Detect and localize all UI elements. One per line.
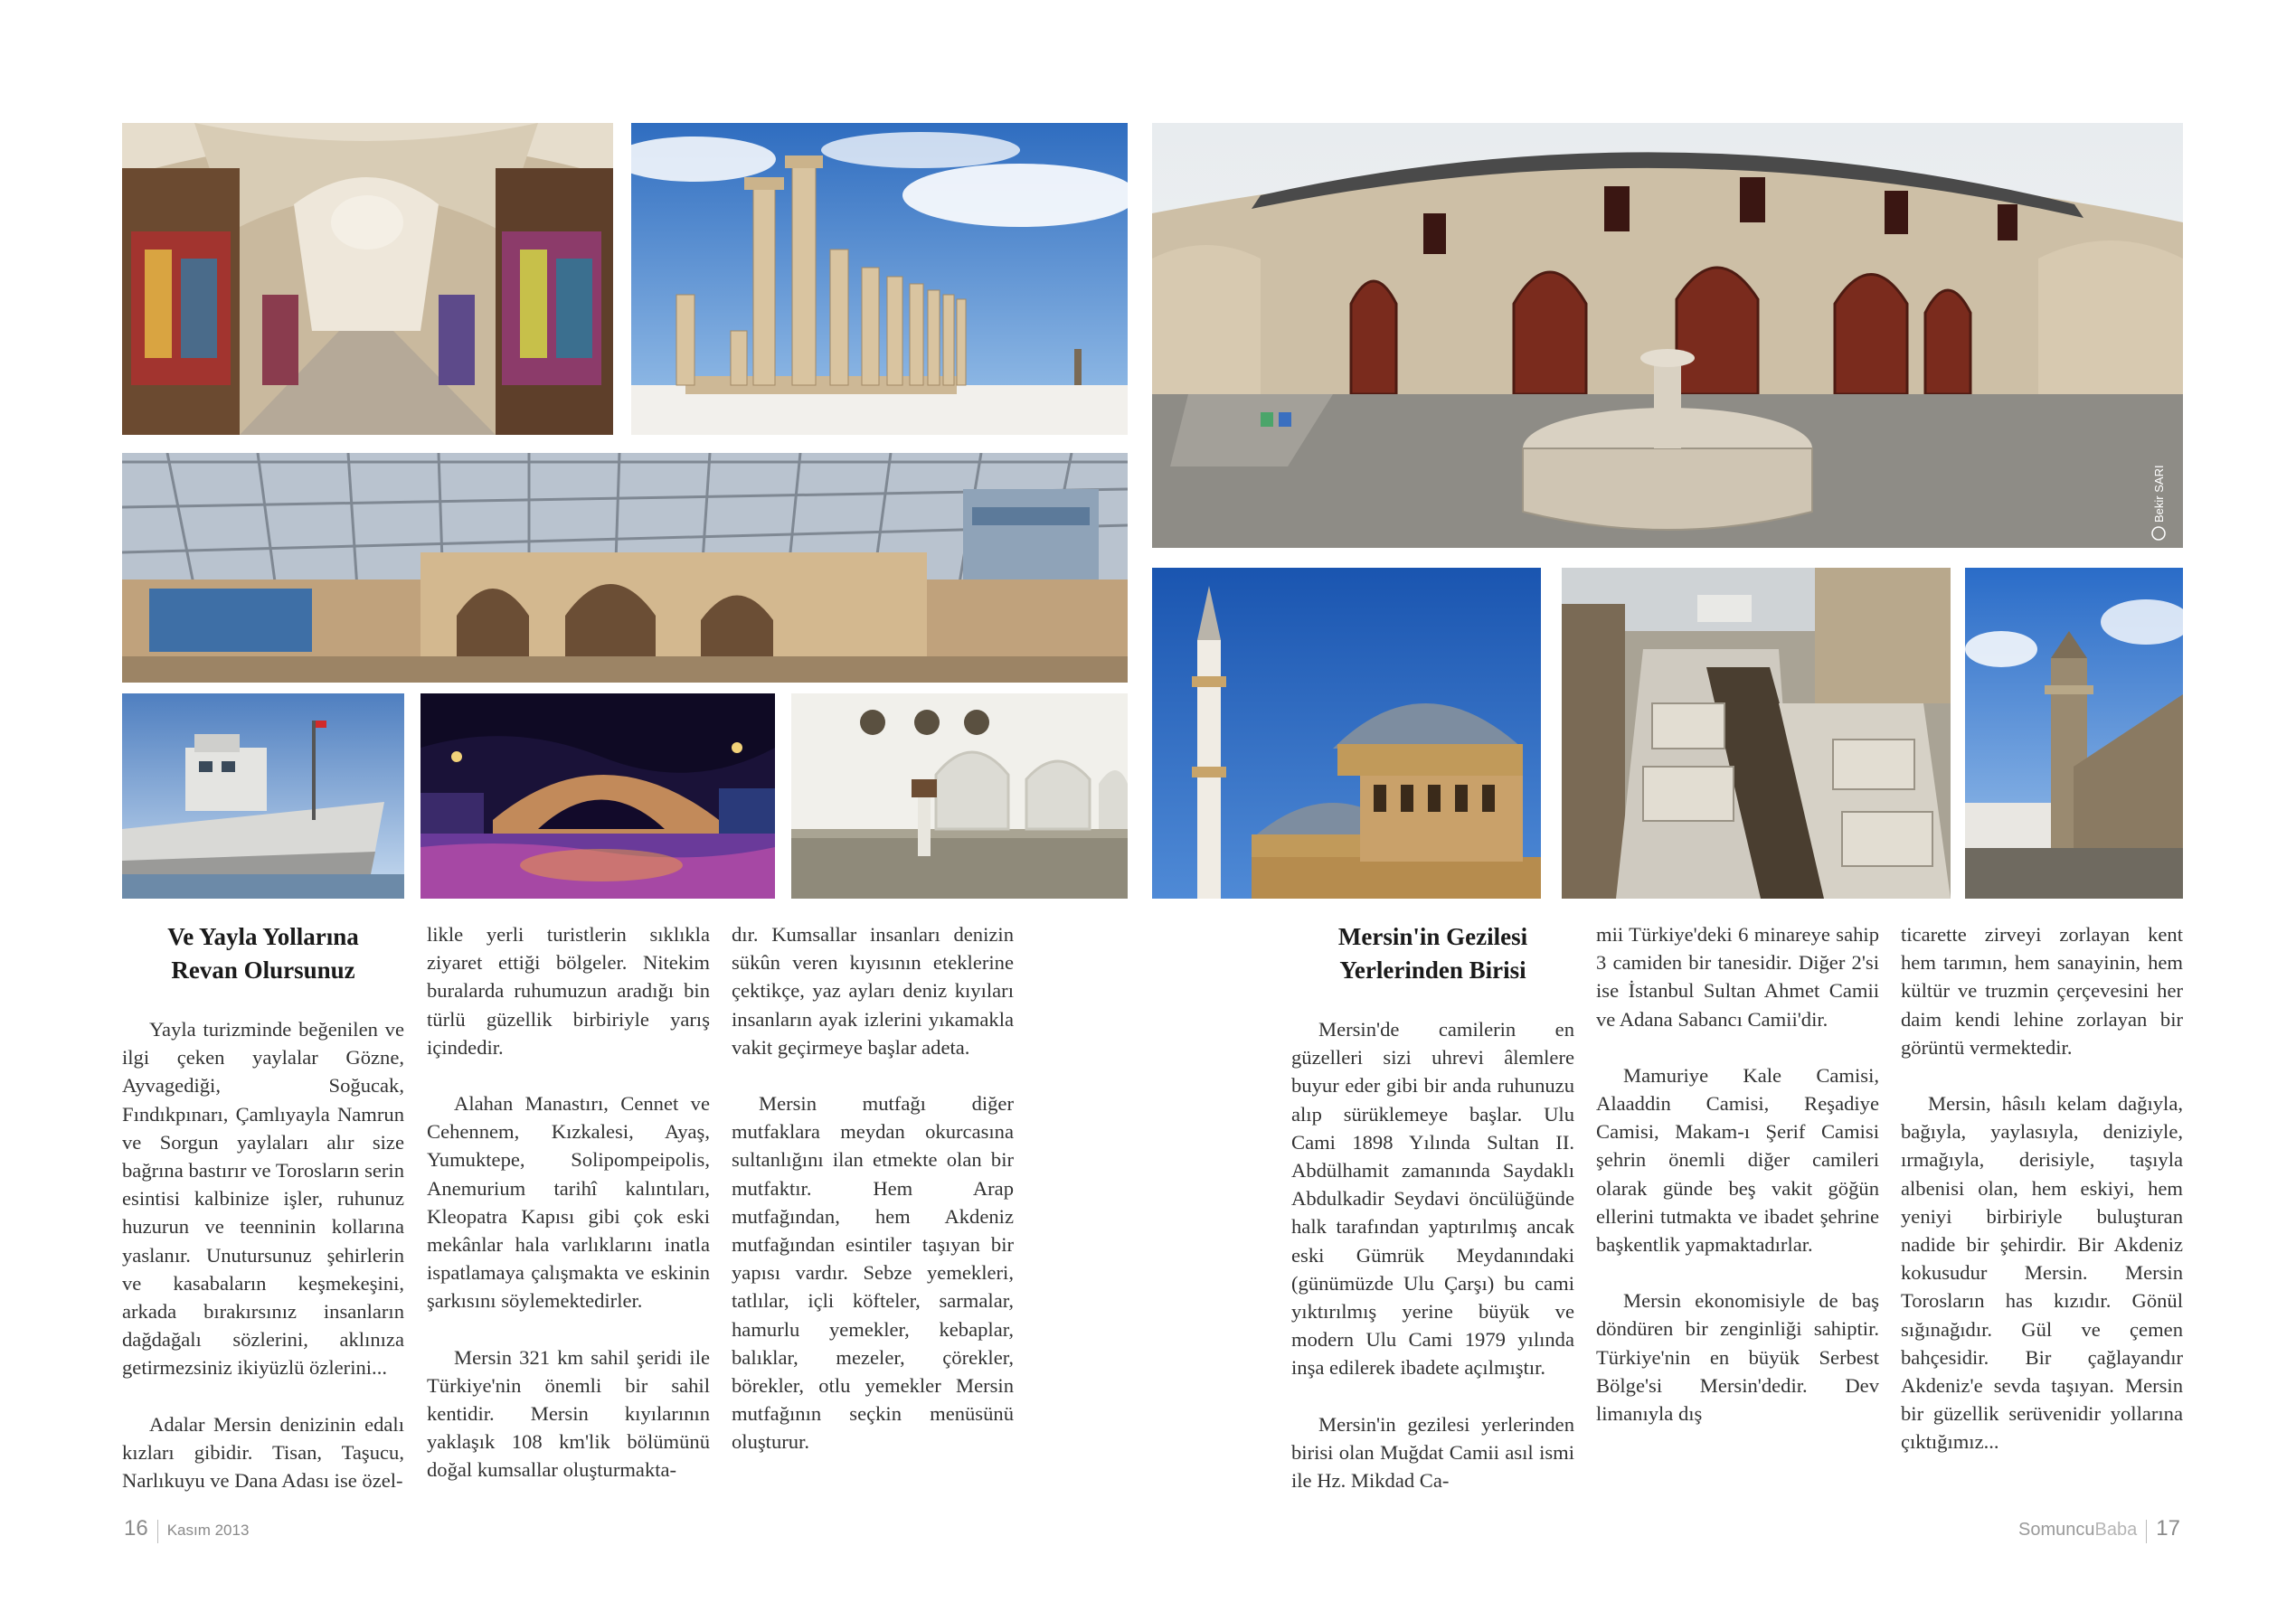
temple-columns-photo <box>631 123 1128 435</box>
night-bridge-photo <box>420 693 775 899</box>
paragraph: Mersin'de camilerin en güzelleri sizi uhrevi âlemlere buyur eder gibi bir anda ruhunuzu alıp sürüklemeye başlar. Ulu Cami 1898 Yılında Sultan II. Abdülhamit zamanında Saydaklı Abdulkadir Seydavi öncülüğünde halk tarafından yaptırılmış ancak eski Gümrük Meydanındaki (günümüzde Ulu Çarşı) bu cami yıktırılmış yerine büyük ve modern Ulu Cami 1979 yılında inşa edilerek ibadete açılmıştır. <box>1291 1018 1574 1380</box>
left-column-3 <box>732 920 1014 1484</box>
ruins-excavation-photo <box>1562 568 1951 899</box>
left-column-2 <box>427 920 710 1512</box>
paragraph: dır. Kumsallar insanları denizin sükûn veren kıyısının eteklerine çektikçe, yaz ayları deniz kıyıları insanların ayak izlerini yıkamakla vakit geçirmeye başlar adeta. <box>732 923 1014 1059</box>
paragraph: Adalar Mersin denizinin edalı kızları gibidir. Tisan, Taşucu, Narlıkuyu ve Dana Adası ise özel- <box>122 1412 404 1493</box>
ship-museum-photo <box>122 693 404 899</box>
footer-divider <box>2146 1520 2147 1543</box>
right-column-3 <box>1901 920 2183 1484</box>
page-number-right: 17 <box>2156 1516 2180 1541</box>
brand-first-word: Somuncu <box>2018 1520 2095 1540</box>
svg-text:Bekir SARI: Bekir SARI <box>2152 465 2166 523</box>
paragraph: ticarette zirveyi zorlayan kent hem tarımın, hem sanayinin, hem kültür ve truzmin çerçevesini her daim kendi lehine zorlayan bir görüntü vermektedir. <box>1901 923 2183 1059</box>
paragraph: Mersin mutfağı diğer mutfaklara meydan okurcasına sultanlığını ilan etmekte olan bir mutfaktır. Hem Arap mutfağından, hem Akdeniz mutfağından esintiler taşıyan bir yapısı vardır. Sebze yemekleri, tatlılar, içli köfteler, sarmalar, hamurlu yemekler, kebaplar, balıklar, mezeler, çörekler, börekler, otlu yemekler Mersin mutfağının seçkin menüsünü oluşturur. <box>732 1092 1014 1454</box>
left-footer <box>124 1516 249 1543</box>
magazine-brand <box>2018 1520 2137 1540</box>
page-number-left: 16 <box>124 1516 148 1541</box>
mosque-interior-photo <box>791 693 1128 899</box>
paragraph: Mamuriye Kale Camisi, Alaaddin Camisi, Reşadiye Camisi, Makam-ı Şerif Camisi şehrin önemli diğer camileri olarak günde beş vakit göğün ellerini tutmakta ve ibadet şehrine başkentlik yapmaktadırlar. <box>1596 1063 1879 1257</box>
paragraph: Mersin 321 km sahil şeridi ile Türkiye'nin önemli bir sahil kentidir. Mersin kıyılarının yaklaşık 108 km'lik bölümünü doğal kumsallar oluşturmakta- <box>427 1345 710 1482</box>
right-column-2 <box>1596 920 1879 1456</box>
paragraph: mii Türkiye'deki 6 minareye sahip 3 camiden bir tanesidir. Diğer 2'si ise İstanbul Sultan Ahmet Camii ve Adana Sabancı Camii'dir. <box>1596 923 1879 1031</box>
paragraph: Alahan Manastırı, Cennet ve Cehennem, Kızkalesi, Ayaş, Yumuktepe, Solipompeipolis, Anemurium tarihî kalıntıları, Kleopatra Kapısı gibi çok eski mekânlar hala varlıklarını inatla ispatlamaya çalışmakta ve eskinin şarkısını söylemektedirler. <box>427 1092 710 1313</box>
paragraph: Mersin'in gezilesi yerlerinden birisi olan Muğdat Camii asıl ismi ile Hz. Mikdad Ca- <box>1291 1412 1574 1493</box>
right-section-title: Mersin'in Gezilesi Yerlerinden Birisi <box>1337 923 1528 984</box>
left-section-title: Ve Yayla Yollarına Revan Olursunuz <box>167 923 359 984</box>
photo-credit <box>2145 452 2172 542</box>
excavation-site-photo <box>122 453 1128 683</box>
stone-minaret-photo <box>1965 568 2183 899</box>
bazaar-photo <box>122 123 613 435</box>
paragraph: likle yerli turistlerin sıklıkla ziyaret ettiği bölgeler. Nitekim buralarda ruhumuzun aradığı bin türlü güzellik birbiriyle yarış içindedir. <box>427 923 710 1059</box>
footer-divider <box>157 1520 158 1543</box>
right-column-1 <box>1291 920 1574 1522</box>
mosque-minaret-photo <box>1152 568 1541 899</box>
mosque-courtyard-photo <box>1152 123 2183 548</box>
paragraph: Yayla turizminde beğenilen ve ilgi çeken yaylalar Gözne, Ayvagediği, Soğucak, Fındıkpınarı, Çamlıyayla Namrun ve Sorgun yaylaları alır size bağrına bastırır ve Torosların serin esintisi kalbinize işler, ruhunuz huzurun ve teenninin kollarına yaslanır. Unutursunuz şehirlerin ve kasabaların keşmekeşini, arkada bırakırsınız insanların dağdağalı sözlerini, aklınıza getirmezsiniz ikiyüzlü özlerini... <box>122 1018 404 1380</box>
right-footer <box>2018 1516 2180 1543</box>
paragraph: Mersin ekonomisiyle de baş döndüren bir zenginliği sahiptir. Türkiye'nin en büyük Serbest Bölge'si Mersin'dedir. Dev limanıyla dış <box>1596 1289 1879 1426</box>
paragraph: Mersin, hâsılı kelam dağıyla, bağıyla, yaylasıyla, deniziyle, ırmağıyla, derisiyle, taşıyla albenisi olan, hem eskiyi, hem yeniyi birbiriyle buluşturan nadide bir şehirdir. Bir Akdeniz kokusudur Mersin. Mersin Torosların has kızıdır. Gönül sığınağıdır. Gül ve çemen bahçesidir. Bir çağlayandır Akdeniz'e sevda taşıyan. Mersin bir güzellik serüvenidir yollarına çıktığımız... <box>1901 1092 2183 1454</box>
issue-date: Kasım 2013 <box>166 1522 250 1539</box>
brand-second-word: Baba <box>2094 1520 2138 1540</box>
left-column-1 <box>122 920 404 1522</box>
